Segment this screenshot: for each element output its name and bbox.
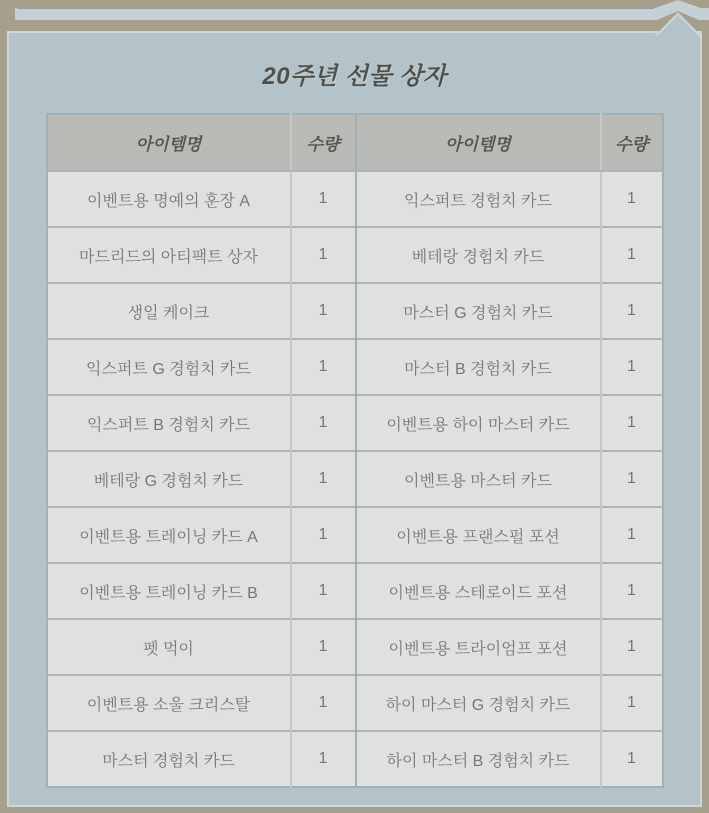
quantity-cell: 1 [601,507,663,563]
page-title: 20주년 선물 상자 [262,63,447,90]
quantity-cell: 1 [601,339,663,395]
item-name-cell: 이벤트용 트레이닝 카드 B [47,563,291,619]
item-name-cell: 베테랑 G 경험치 카드 [47,451,291,507]
item-name-cell: 생일 케이크 [47,283,291,339]
quantity-cell: 1 [291,227,356,283]
quantity-cell: 1 [291,171,356,227]
item-name-cell: 마드리드의 아티팩트 상자 [47,227,291,283]
item-name-cell: 이벤트용 프랜스펄 포션 [356,507,601,563]
item-name-cell: 이벤트용 하이 마스터 카드 [356,395,601,451]
table-row [47,395,663,451]
quantity-cell: 1 [601,675,663,731]
quantity-cell: 1 [601,451,663,507]
table-row [47,731,663,787]
item-name-cell: 이벤트용 트라이엄프 포션 [356,619,601,675]
item-name-cell: 하이 마스터 B 경험치 카드 [356,731,601,787]
item-name-cell: 마스터 B 경험치 카드 [356,339,601,395]
gift-box-item-table [46,113,664,788]
table-row [47,171,663,227]
item-name-cell: 하이 마스터 G 경험치 카드 [356,675,601,731]
item-name-cell: 마스터 G 경험치 카드 [356,283,601,339]
item-name-cell: 이벤트용 스테로이드 포션 [356,563,601,619]
item-name-cell: 이벤트용 마스터 카드 [356,451,601,507]
table-header-row [47,114,663,171]
table-row [47,451,663,507]
item-name-cell: 익스퍼트 B 경험치 카드 [47,395,291,451]
table-row [47,283,663,339]
quantity-cell: 1 [291,451,356,507]
item-name-cell: 베테랑 경험치 카드 [356,227,601,283]
quantity-cell: 1 [291,283,356,339]
quantity-cell: 1 [601,619,663,675]
quantity-column-header: 수량 [291,114,356,171]
item-name-cell: 익스퍼트 경험치 카드 [356,171,601,227]
quantity-cell: 1 [601,563,663,619]
item-name-cell: 익스퍼트 G 경험치 카드 [47,339,291,395]
item-name-cell: 이벤트용 소울 크리스탈 [47,675,291,731]
quantity-cell: 1 [291,563,356,619]
quantity-cell: 1 [291,675,356,731]
quantity-cell: 1 [601,731,663,787]
table-row [47,507,663,563]
item-name-column-header: 아이템명 [356,114,601,171]
item-name-cell: 펫 먹이 [47,619,291,675]
gift-box-panel [7,31,702,807]
quantity-cell: 1 [291,619,356,675]
quantity-cell: 1 [291,507,356,563]
item-name-cell: 마스터 경험치 카드 [47,731,291,787]
item-name-cell: 이벤트용 명예의 훈장 A [47,171,291,227]
quantity-cell: 1 [601,283,663,339]
table-row [47,675,663,731]
quantity-cell: 1 [291,339,356,395]
quantity-cell: 1 [601,227,663,283]
table-row [47,339,663,395]
top-bar-shape [15,1,709,21]
table-row [47,563,663,619]
quantity-column-header: 수량 [601,114,663,171]
item-name-cell: 이벤트용 트레이닝 카드 A [47,507,291,563]
table-row [47,227,663,283]
quantity-cell: 1 [291,395,356,451]
quantity-cell: 1 [601,171,663,227]
table-row [47,619,663,675]
quantity-cell: 1 [291,731,356,787]
quantity-cell: 1 [601,395,663,451]
item-name-column-header: 아이템명 [47,114,291,171]
